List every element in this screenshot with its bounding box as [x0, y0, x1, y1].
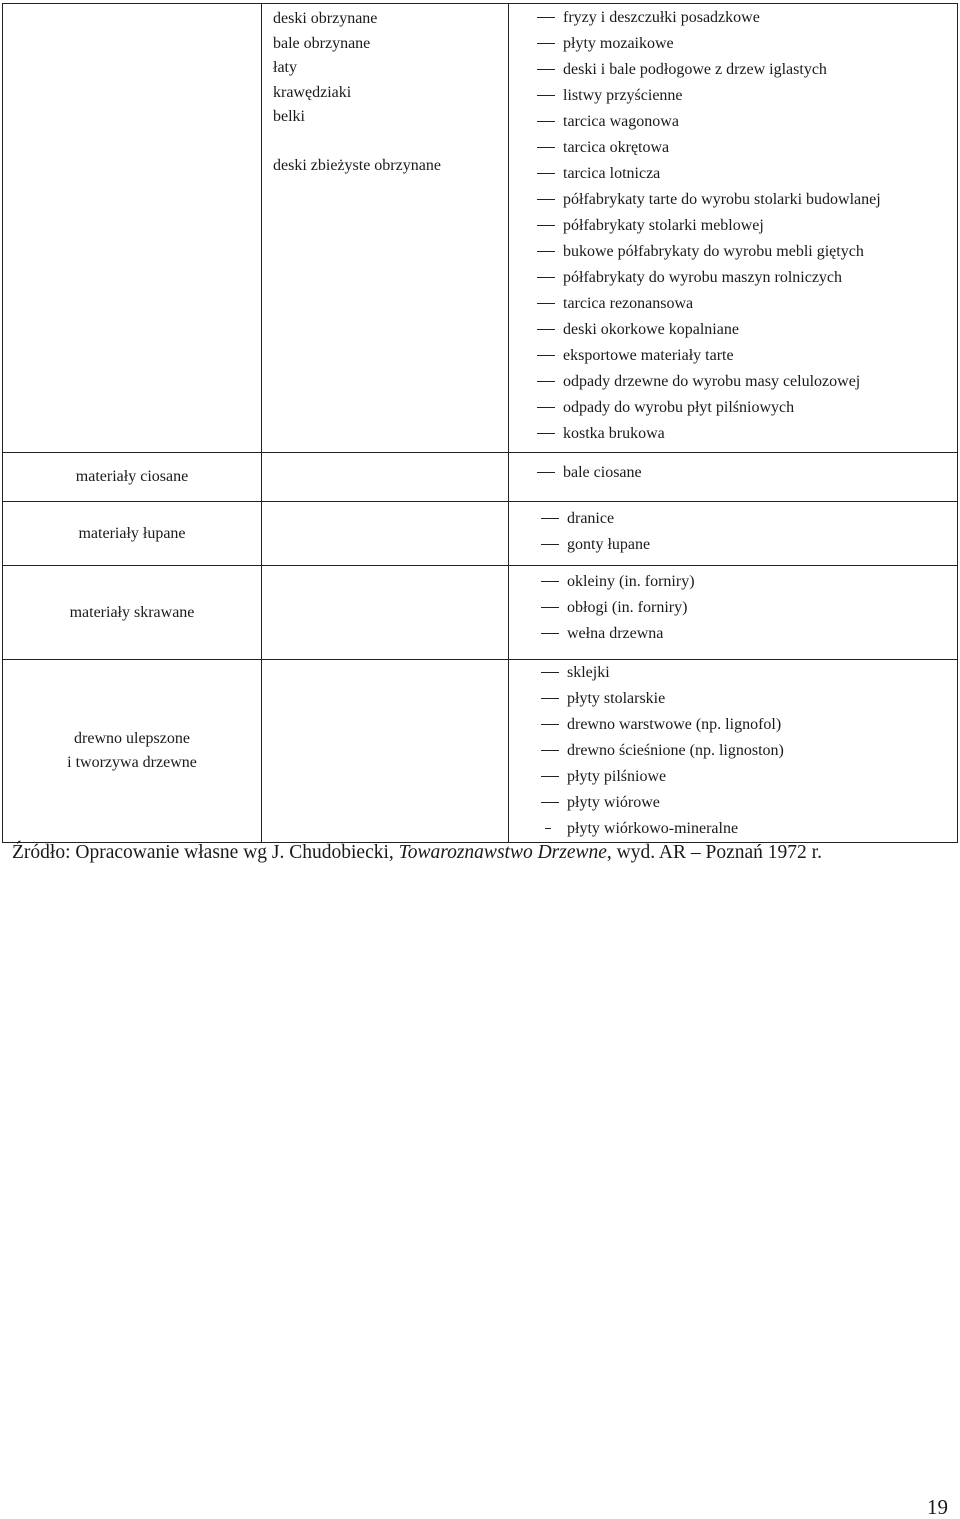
category-cell	[3, 502, 262, 566]
dash-bullet	[541, 776, 559, 777]
category-label: drewno ulepszone	[74, 730, 190, 747]
dash-bullet	[537, 329, 555, 330]
list-item	[537, 369, 957, 395]
product-item: deski zbieżyste obrzynane	[273, 157, 441, 174]
list-item-label: fryzy i deszczułki posadzkowe	[563, 9, 760, 26]
list-item-label: bale ciosane	[563, 464, 642, 481]
dash-bullet	[541, 672, 559, 673]
list-item-label: tarcica okrętowa	[563, 139, 670, 156]
list-item	[537, 265, 957, 291]
list-item-label: drewno ścieśnione (np. lignoston)	[567, 742, 784, 759]
dash-bullet	[541, 724, 559, 725]
items-list	[537, 5, 957, 447]
products-cell	[262, 566, 509, 660]
dash-bullet	[537, 225, 555, 226]
list-item-label: półfabrykaty do wyrobu maszyn rolniczych	[563, 269, 843, 286]
list-item-label: kostka brukowa	[563, 425, 665, 442]
table-row-split	[3, 502, 958, 566]
dash-bullet	[537, 43, 555, 44]
category-label: i tworzywa drzewne	[67, 754, 197, 771]
category-cell	[3, 453, 262, 502]
category-label: materiały ciosane	[75, 468, 189, 485]
items-cell	[509, 566, 958, 660]
list-item	[537, 109, 957, 135]
dash-bullet	[537, 251, 555, 252]
list-item	[537, 83, 957, 109]
table-row-hewn	[3, 453, 958, 502]
dash-bullet	[537, 69, 555, 70]
dash-bullet	[541, 518, 559, 519]
list-item-label: listwy przyścienne	[563, 87, 683, 104]
category-cell	[3, 566, 262, 660]
list-item-label: eksportowe materiały tarte	[563, 347, 734, 364]
list-item-label: odpady do wyrobu płyt pilśniowych	[563, 399, 795, 416]
list-item-label: okleiny (in. forniry)	[567, 573, 695, 590]
list-item	[537, 5, 957, 31]
dash-bullet	[541, 802, 559, 803]
product-item: deski obrzynane	[273, 10, 378, 27]
list-item-label: płyty wiórkowo-mineralne	[567, 820, 739, 837]
list-item	[537, 421, 957, 447]
list-item	[537, 57, 957, 83]
items-list	[541, 569, 957, 647]
list-item	[541, 764, 957, 790]
list-item	[541, 569, 957, 595]
dash-bullet	[537, 472, 555, 473]
list-item	[537, 291, 957, 317]
items-list	[541, 660, 957, 842]
items-list	[537, 460, 957, 486]
dash-bullet	[537, 407, 555, 408]
list-item	[541, 595, 957, 621]
items-cell	[509, 453, 958, 502]
list-item	[541, 790, 957, 816]
list-item-label: gonty łupane	[567, 536, 651, 553]
dash-bullet	[537, 95, 555, 96]
source-suffix: , wyd. AR – Poznań 1972 r.	[606, 842, 822, 863]
list-item	[537, 460, 957, 486]
list-item	[537, 343, 957, 369]
source-note	[12, 841, 822, 865]
list-item-label: tarcica rezonansowa	[563, 295, 694, 312]
category-label: materiały łupane	[78, 524, 186, 542]
list-item-label: płyty wiórowe	[567, 794, 660, 811]
list-item-label: płyty pilśniowe	[567, 768, 667, 785]
products-cell	[262, 502, 509, 566]
products-cell	[262, 660, 509, 843]
category-cell	[3, 4, 262, 453]
table-row-peeled	[3, 566, 958, 660]
list-item	[537, 161, 957, 187]
dash-bullet	[537, 121, 555, 122]
product-item: łaty	[273, 59, 297, 76]
list-item-label: dranice	[567, 510, 615, 527]
dash-bullet	[537, 17, 555, 18]
dash-bullet	[537, 303, 555, 304]
dash-bullet	[541, 633, 559, 634]
list-item	[537, 135, 957, 161]
list-item	[541, 506, 957, 532]
items-cell	[509, 4, 958, 453]
source-prefix: Źródło: Opracowanie własne wg J. Chudobiecki,	[12, 842, 399, 863]
list-item-label: deski okorkowe kopalniane	[563, 321, 739, 338]
list-item-label: tarcica wagonowa	[563, 113, 679, 130]
list-item-label: płyty stolarskie	[567, 690, 666, 707]
list-item	[537, 239, 957, 265]
product-item	[273, 130, 508, 155]
product-item: krawędziaki	[273, 83, 352, 101]
products-list	[273, 7, 508, 179]
list-item-label: odpady drzewne do wyrobu masy celulozowej	[563, 373, 861, 390]
list-item	[541, 738, 957, 764]
dash-bullet	[541, 698, 559, 699]
list-item	[541, 532, 957, 558]
dash-bullet	[537, 199, 555, 200]
items-list	[541, 506, 957, 558]
dash-bullet	[537, 277, 555, 278]
list-item-label: drewno warstwowe (np. lignofol)	[567, 716, 782, 733]
category-cell	[3, 660, 262, 843]
list-item-label: płyty mozaikowe	[563, 35, 674, 52]
product-item: bale obrzynane	[273, 34, 371, 52]
product-item: belki	[273, 108, 305, 125]
list-item-label: półfabrykaty tarte do wyrobu stolarki budowlanej	[563, 191, 881, 208]
source-title: Towaroznawstwo Drzewne	[398, 842, 607, 863]
list-item-label: bukowe półfabrykaty do wyrobu mebli giętych	[563, 243, 864, 260]
products-cell	[262, 453, 509, 502]
list-item	[541, 686, 957, 712]
dash-bullet	[537, 147, 555, 148]
wood-materials-table	[2, 3, 958, 843]
dash-bullet	[541, 750, 559, 751]
category-label: materiały skrawane	[69, 603, 195, 621]
table-row-improved	[3, 660, 958, 843]
list-item-label: półfabrykaty stolarki meblowej	[563, 217, 764, 234]
items-cell	[509, 660, 958, 843]
dash-bullet	[545, 828, 551, 829]
list-item	[541, 712, 957, 738]
table-row-sawn	[3, 4, 958, 453]
list-item	[537, 395, 957, 421]
dash-bullet	[541, 607, 559, 608]
dash-bullet	[537, 355, 555, 356]
list-item-label: sklejki	[567, 664, 610, 681]
list-item	[537, 317, 957, 343]
list-item-label: wełna drzewna	[567, 625, 664, 642]
products-cell	[262, 4, 509, 453]
list-item	[537, 31, 957, 57]
list-item	[541, 660, 957, 686]
dash-bullet	[541, 581, 559, 582]
list-item	[541, 621, 957, 647]
items-cell	[509, 502, 958, 566]
dash-bullet	[537, 433, 555, 434]
list-item-label: obłogi (in. forniry)	[567, 599, 688, 616]
page-number: 19	[927, 1495, 948, 1519]
list-item	[537, 187, 957, 213]
dash-bullet	[537, 381, 555, 382]
list-item-label: tarcica lotnicza	[563, 165, 661, 182]
dash-bullet	[541, 544, 559, 545]
list-item	[541, 816, 957, 842]
list-item	[537, 213, 957, 239]
list-item-label: deski i bale podłogowe z drzew iglastych	[563, 61, 827, 78]
dash-bullet	[537, 173, 555, 174]
